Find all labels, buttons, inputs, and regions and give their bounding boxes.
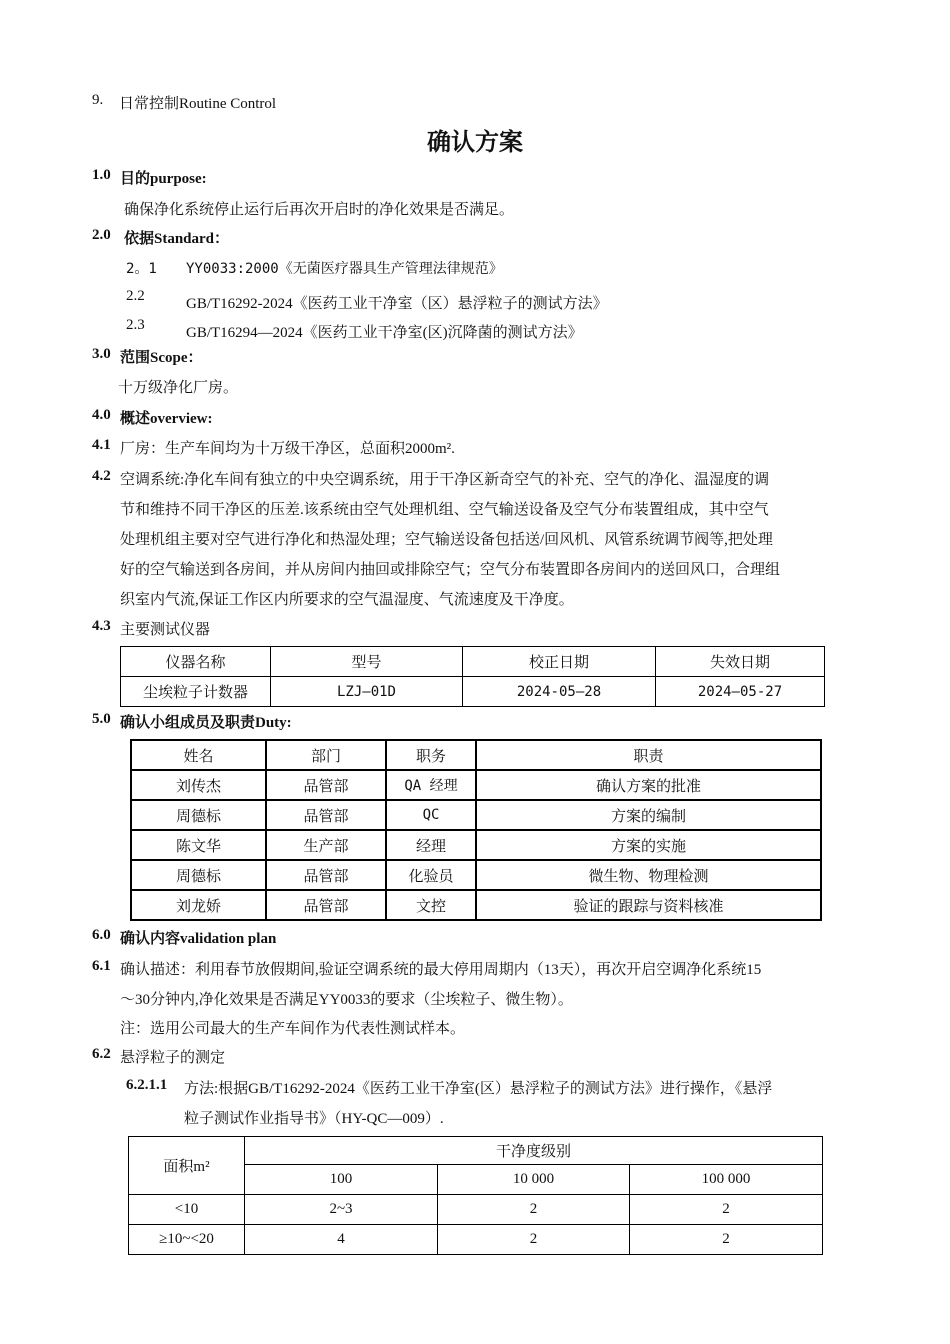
table-cell: 2 xyxy=(630,1225,823,1255)
table-cell: 品管部 xyxy=(266,890,386,920)
section-4-2-number: 4.2 xyxy=(92,468,111,484)
table-cell: 2 xyxy=(630,1195,823,1225)
team-table xyxy=(130,739,822,921)
section-4-2-line: 织室内气流,保证工作区内所要求的空气温湿度、气流速度及干净度。 xyxy=(120,592,574,608)
section-4-1-text: 厂房：生产车间均为十万级干净区，总面积2000m². xyxy=(120,441,455,457)
section-6-2-1-1-number: 6.2.1.1 xyxy=(126,1077,168,1093)
table-cell: 品管部 xyxy=(266,860,386,890)
table-cell: 生产部 xyxy=(266,830,386,860)
table-header-cell: 100 000 xyxy=(630,1165,823,1195)
section-1-heading: 目的purpose: xyxy=(120,171,207,187)
section-2-number: 2.0 xyxy=(92,227,111,243)
section-5-heading: 确认小组成员及职责Duty: xyxy=(120,715,292,731)
table-cell: 2 xyxy=(438,1195,630,1225)
table-header-cell: 职责 xyxy=(476,740,821,770)
table-cell: 2 xyxy=(438,1225,630,1255)
section-3-number: 3.0 xyxy=(92,346,111,362)
table-cell: 化验员 xyxy=(386,860,476,890)
section-6-1-line: ～30分钟内,净化效果是否满足YY0033的要求（尘埃粒子、微生物）。 xyxy=(120,992,573,1008)
table-cell: 陈文华 xyxy=(131,830,266,860)
section-9-title: 日常控制Routine Control xyxy=(119,96,277,112)
table-cell: QC xyxy=(386,800,476,830)
table-row xyxy=(131,860,821,890)
section-6-heading: 确认内容validation plan xyxy=(120,931,277,947)
section-4-3-text: 主要测试仪器 xyxy=(120,622,211,638)
table-header-cell: 校正日期 xyxy=(463,647,656,677)
section-9-number: 9. xyxy=(92,92,104,108)
table-cell: 2024—05-27 xyxy=(656,677,825,707)
standard-2-2-number: 2.2 xyxy=(126,288,145,304)
table-header-cell: 仪器名称 xyxy=(121,647,271,677)
section-3-heading: 范围Scope： xyxy=(120,350,203,366)
section-6-2-1-1-line: 方法:根据GB/T16292-2024《医药工业干净室(区）悬浮粒子的测试方法》进行操作，《悬浮 xyxy=(184,1081,773,1097)
table-row xyxy=(131,890,821,920)
section-6-1-note: 注：选用公司最大的生产车间作为代表性测试样本。 xyxy=(120,1021,466,1037)
cleanliness-class-header-cell: 干净度级别 xyxy=(245,1137,823,1165)
section-4-2-line: 处理机组主要对空气进行净化和热湿处理；空气输送设备包括送/回风机、风管系统调节阀等,把处理 xyxy=(120,532,773,548)
table-header-row xyxy=(129,1137,823,1165)
section-6-number: 6.0 xyxy=(92,927,111,943)
section-6-1-line: 确认描述：利用春节放假期间,验证空调系统的最大停用周期内（13天），再次开启空调净化系统15 xyxy=(120,962,762,978)
table-header-cell: 失效日期 xyxy=(656,647,825,677)
table-cell: LZJ—01D xyxy=(271,677,463,707)
table-row xyxy=(131,830,821,860)
table-row xyxy=(129,1195,823,1225)
table-cell: 方案的实施 xyxy=(476,830,821,860)
instrument-table xyxy=(120,646,825,707)
table-cell: QA 经理 xyxy=(386,770,476,800)
table-cell: 刘传杰 xyxy=(131,770,266,800)
table-header-cell: 100 xyxy=(245,1165,438,1195)
table-row xyxy=(121,677,825,707)
table-cell: 周德标 xyxy=(131,800,266,830)
particle-count-table xyxy=(128,1136,823,1255)
table-row xyxy=(131,800,821,830)
standard-2-2-text: GB/T16292-2024《医药工业干净室（区）悬浮粒子的测试方法》 xyxy=(186,296,608,312)
table-row xyxy=(131,770,821,800)
section-3-body: 十万级净化厂房。 xyxy=(118,380,239,396)
page-title: 确认方案 xyxy=(427,130,523,156)
table-cell: 2~3 xyxy=(245,1195,438,1225)
section-4-2-line: 节和维持不同干净区的压差.该系统由空气处理机组、空气输送设备及空气分布装置组成，其中空气 xyxy=(120,502,769,518)
area-header-cell: 面积m² xyxy=(129,1137,245,1195)
table-cell: 方案的编制 xyxy=(476,800,821,830)
table-header-cell: 型号 xyxy=(271,647,463,677)
section-4-2-line: 空调系统:净化车间有独立的中央空调系统，用于干净区新奇空气的补充、空气的净化、温湿度的调 xyxy=(120,472,770,488)
table-cell: 经理 xyxy=(386,830,476,860)
section-1-body: 确保净化系统停止运行后再次开启时的净化效果是否满足。 xyxy=(124,202,515,218)
table-cell: 微生物、物理检测 xyxy=(476,860,821,890)
table-header-cell: 10 000 xyxy=(438,1165,630,1195)
table-cell: 刘龙娇 xyxy=(131,890,266,920)
table-cell: 品管部 xyxy=(266,800,386,830)
table-header-cell: 部门 xyxy=(266,740,386,770)
standard-2-3-number: 2.3 xyxy=(126,317,145,333)
section-4-number: 4.0 xyxy=(92,407,111,423)
section-6-1-number: 6.1 xyxy=(92,958,111,974)
table-header-row xyxy=(121,647,825,677)
section-4-heading: 概述overview: xyxy=(120,411,213,427)
section-6-2-text: 悬浮粒子的测定 xyxy=(120,1050,226,1066)
table-cell: 验证的跟踪与资料核准 xyxy=(476,890,821,920)
section-4-2-line: 好的空气输送到各房间，并从房间内抽回或排除空气；空气分布装置即各房间内的送回风口，合理组 xyxy=(120,562,781,578)
table-cell: 尘埃粒子计数器 xyxy=(121,677,271,707)
standard-2-1-number: 2。1 xyxy=(126,261,157,277)
section-4-3-number: 4.3 xyxy=(92,618,111,634)
section-6-2-1-1-line: 粒子测试作业指导书》（HY-QC—009）. xyxy=(184,1111,444,1127)
table-cell: <10 xyxy=(129,1195,245,1225)
table-header-cell: 姓名 xyxy=(131,740,266,770)
table-header-cell: 职务 xyxy=(386,740,476,770)
table-header-row xyxy=(131,740,821,770)
section-6-2-number: 6.2 xyxy=(92,1046,111,1062)
standard-2-3-text: GB/T16294—2024《医药工业干净室(区)沉降菌的测试方法》 xyxy=(186,325,583,341)
standard-2-1-text: YY0033:2000《无菌医疗器具生产管理法律规范》 xyxy=(186,261,503,277)
table-cell: ≥10~<20 xyxy=(129,1225,245,1255)
section-2-heading: 依据Standard： xyxy=(124,231,230,247)
table-cell: 品管部 xyxy=(266,770,386,800)
table-cell: 2024-05—28 xyxy=(463,677,656,707)
table-cell: 文控 xyxy=(386,890,476,920)
section-1-number: 1.0 xyxy=(92,167,111,183)
section-4-1-number: 4.1 xyxy=(92,437,111,453)
table-cell: 周德标 xyxy=(131,860,266,890)
table-cell: 4 xyxy=(245,1225,438,1255)
table-cell: 确认方案的批准 xyxy=(476,770,821,800)
table-row xyxy=(129,1225,823,1255)
section-5-number: 5.0 xyxy=(92,711,111,727)
